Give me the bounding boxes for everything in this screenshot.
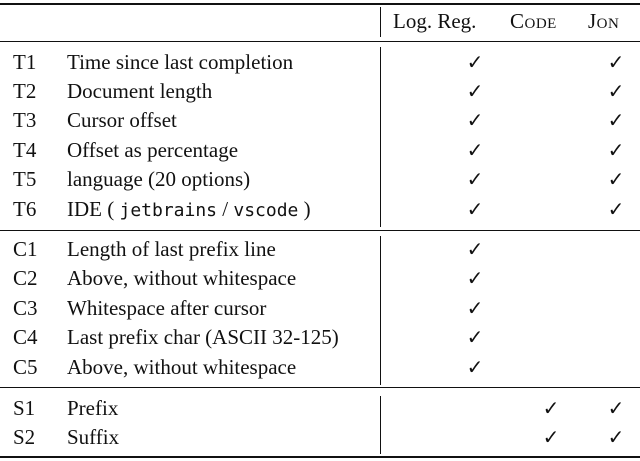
header-rule xyxy=(0,41,640,42)
check-icon: ✓ xyxy=(607,50,625,74)
feature-name: Last prefix char (ASCII 32-125) xyxy=(67,325,339,349)
table-row xyxy=(0,106,640,135)
row-id: T5 xyxy=(13,167,37,191)
row-id: C4 xyxy=(13,325,38,349)
check-icon: ✓ xyxy=(466,138,484,162)
feature-name: Suffix xyxy=(67,425,120,449)
feature-name: Time since last completion xyxy=(67,50,294,74)
check-icon: ✓ xyxy=(607,167,625,191)
table-row xyxy=(0,323,640,352)
row-id: C2 xyxy=(13,266,38,290)
feature-name: Length of last prefix line xyxy=(67,237,276,261)
header-jon: Jon xyxy=(588,9,620,33)
check-icon: ✓ xyxy=(466,79,484,103)
table-row xyxy=(0,165,640,194)
check-icon: ✓ xyxy=(466,197,484,221)
table-top-rule xyxy=(0,3,640,5)
table-row xyxy=(0,294,640,323)
check-icon: ✓ xyxy=(466,108,484,132)
feature-name: language (20 options) xyxy=(67,167,251,191)
row-id: C5 xyxy=(13,355,38,379)
group-rule xyxy=(0,230,640,231)
check-icon: ✓ xyxy=(607,197,625,221)
table-bottom-rule xyxy=(0,456,640,458)
table-row xyxy=(0,394,640,423)
feature-name: Above, without whitespace xyxy=(67,266,297,290)
table-row xyxy=(0,423,640,452)
feature-name: Prefix xyxy=(67,396,119,420)
check-icon: ✓ xyxy=(466,296,484,320)
table-row xyxy=(0,195,640,224)
header-logreg: Log. Reg. xyxy=(393,9,477,33)
feature-name: Whitespace after cursor xyxy=(67,296,267,320)
row-id: T4 xyxy=(13,138,37,162)
row-id: C3 xyxy=(13,296,38,320)
table-row xyxy=(0,48,640,77)
table-row xyxy=(0,353,640,382)
column-divider xyxy=(380,7,381,37)
feature-name: Document length xyxy=(67,79,213,103)
header-code: Code xyxy=(510,9,557,33)
row-id: S1 xyxy=(13,396,36,420)
feature-code-jetbrains: jetbrains xyxy=(119,200,218,221)
row-id: T1 xyxy=(13,50,37,74)
table-row xyxy=(0,77,640,106)
check-icon: ✓ xyxy=(466,237,484,261)
row-id: T3 xyxy=(13,108,37,132)
check-icon: ✓ xyxy=(542,396,560,420)
check-icon: ✓ xyxy=(607,396,625,420)
table-row xyxy=(0,264,640,293)
check-icon: ✓ xyxy=(466,355,484,379)
feature-text: ) xyxy=(298,197,311,221)
check-icon: ✓ xyxy=(466,50,484,74)
table-row xyxy=(0,235,640,264)
feature-text: IDE ( xyxy=(67,197,120,221)
check-icon: ✓ xyxy=(542,425,560,449)
row-id: T6 xyxy=(13,197,37,221)
row-id: S2 xyxy=(13,425,36,449)
check-icon: ✓ xyxy=(466,266,484,290)
check-icon: ✓ xyxy=(607,425,625,449)
table-row xyxy=(0,136,640,165)
row-id: T2 xyxy=(13,79,37,103)
feature-name: Above, without whitespace xyxy=(67,355,297,379)
feature-name: Cursor offset xyxy=(67,108,177,132)
check-icon: ✓ xyxy=(466,325,484,349)
feature-name xyxy=(67,195,311,224)
check-icon: ✓ xyxy=(607,79,625,103)
feature-code-vscode: vscode xyxy=(233,200,299,221)
check-icon: ✓ xyxy=(466,167,484,191)
feature-text: / xyxy=(217,197,234,221)
row-id: C1 xyxy=(13,237,38,261)
feature-name: Offset as percentage xyxy=(67,138,239,162)
check-icon: ✓ xyxy=(607,138,625,162)
check-icon: ✓ xyxy=(607,108,625,132)
group-rule xyxy=(0,387,640,388)
